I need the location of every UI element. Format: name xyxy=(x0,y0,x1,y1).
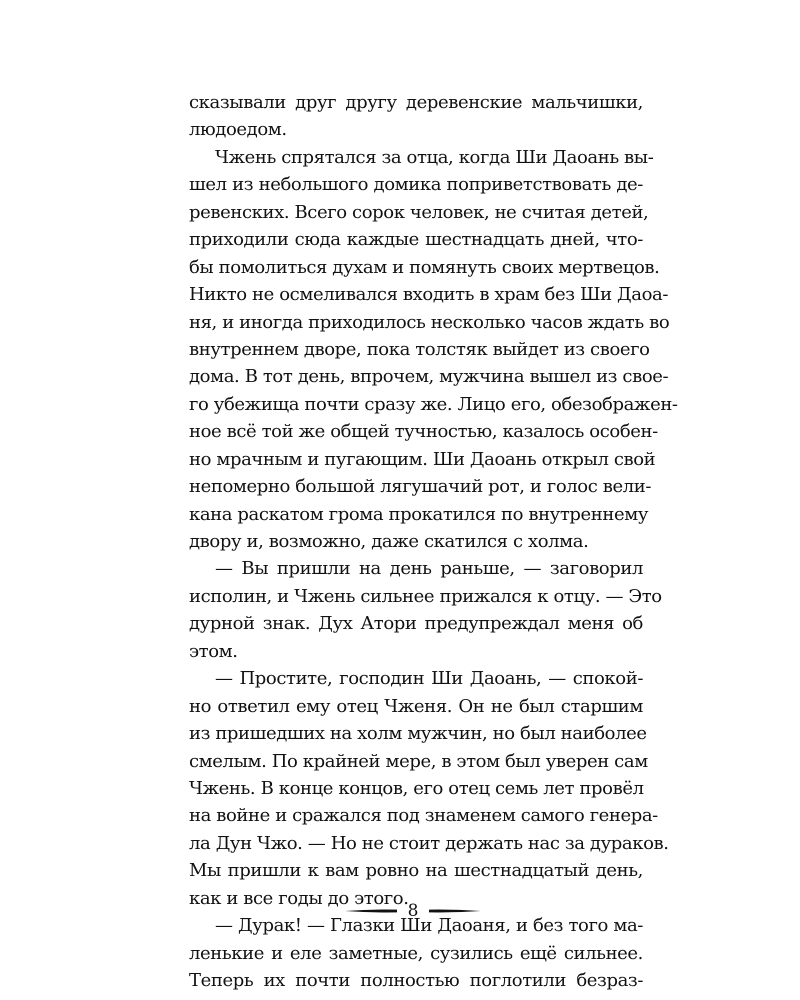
text-line: исполин, и Чжень сильнее прижался к отцу. — Это xyxy=(189,585,662,607)
text-line: но мрачным и пугающим. Ши Даоань открыл свой xyxy=(189,448,656,470)
right-ornament-icon xyxy=(429,907,481,915)
text-line: шел из небольшого домика поприветствовать де- xyxy=(189,174,643,196)
text-line: ла Дун Чжо. — Но не стоит держать нас за дураков. xyxy=(189,832,669,854)
paragraph xyxy=(189,89,643,144)
text-line: Никто не осмеливался входить в храм без Ши Даоа- xyxy=(189,284,669,306)
text-line: ня, и иногда приходилось несколько часов ждать во xyxy=(189,311,670,333)
text-line: Мы пришли к вам ровно на шестнадцатый день, xyxy=(189,860,643,882)
text-line: двору и, возможно, даже скатился с холма. xyxy=(189,531,589,552)
body-text xyxy=(189,89,678,994)
text-line: го убежища почти сразу же. Лицо его, обезображен- xyxy=(189,393,678,415)
text-line: кана раскатом грома прокатился по внутреннему xyxy=(189,503,649,525)
page-number: 8 xyxy=(407,901,419,921)
text-line: как и все годы до этого. xyxy=(189,887,409,909)
left-ornament-icon xyxy=(345,907,397,915)
text-line: но ответил ему отец Чженя. Он не был старшим xyxy=(189,695,643,717)
text-line: сказывали друг другу деревенские мальчишки, xyxy=(189,92,643,113)
text-line: — Вы пришли на день раньше, — заговорил xyxy=(215,558,643,580)
text-line: ревенских. Всего сорок человек, не считая детей, xyxy=(189,201,649,223)
text-line: ленькие и еле заметные, сузились ещё сильнее. xyxy=(189,942,643,964)
text-line: дурной знак. Дух Атори предупреждал меня об xyxy=(189,613,643,635)
text-line: дома. В тот день, впрочем, мужчина вышел из свое- xyxy=(189,366,669,388)
text-line: смелым. По крайней мере, в этом был уверен сам xyxy=(189,750,648,772)
text-line: приходили сюда каждые шестнадцать дней, что- xyxy=(189,229,643,251)
paragraph xyxy=(189,665,669,912)
text-line: — Дурак! — Глазки Ши Даоаня, и без того ма- xyxy=(215,915,643,937)
text-line: Чжень. В конце концов, его отец семь лет провёл xyxy=(189,777,644,799)
paragraph xyxy=(189,144,678,556)
page-footer xyxy=(340,896,486,926)
text-line: внутреннем дворе, пока толстяк выйдет из своего xyxy=(189,338,650,360)
text-line: людоедом. xyxy=(189,119,287,141)
text-line: ное всё той же общей тучностью, казалось особен- xyxy=(189,421,658,443)
text-line: из пришедших на холм мужчин, но был наиболее xyxy=(189,723,647,745)
text-line: Чжень спрятался за отца, когда Ши Даоань вы- xyxy=(215,146,654,168)
text-line: этом. xyxy=(189,640,238,662)
text-line: Теперь их почти полностью поглотили безраз- xyxy=(189,970,643,991)
text-line: непомерно большой лягушачий рот, и голос вели- xyxy=(189,476,652,498)
text-line: бы помолиться духам и помянуть своих мертвецов. xyxy=(189,256,660,278)
paragraph xyxy=(189,555,662,665)
text-line: — Простите, господин Ши Даоань, — спокой- xyxy=(215,668,643,690)
text-line: на войне и сражался под знаменем самого генера- xyxy=(189,805,658,827)
